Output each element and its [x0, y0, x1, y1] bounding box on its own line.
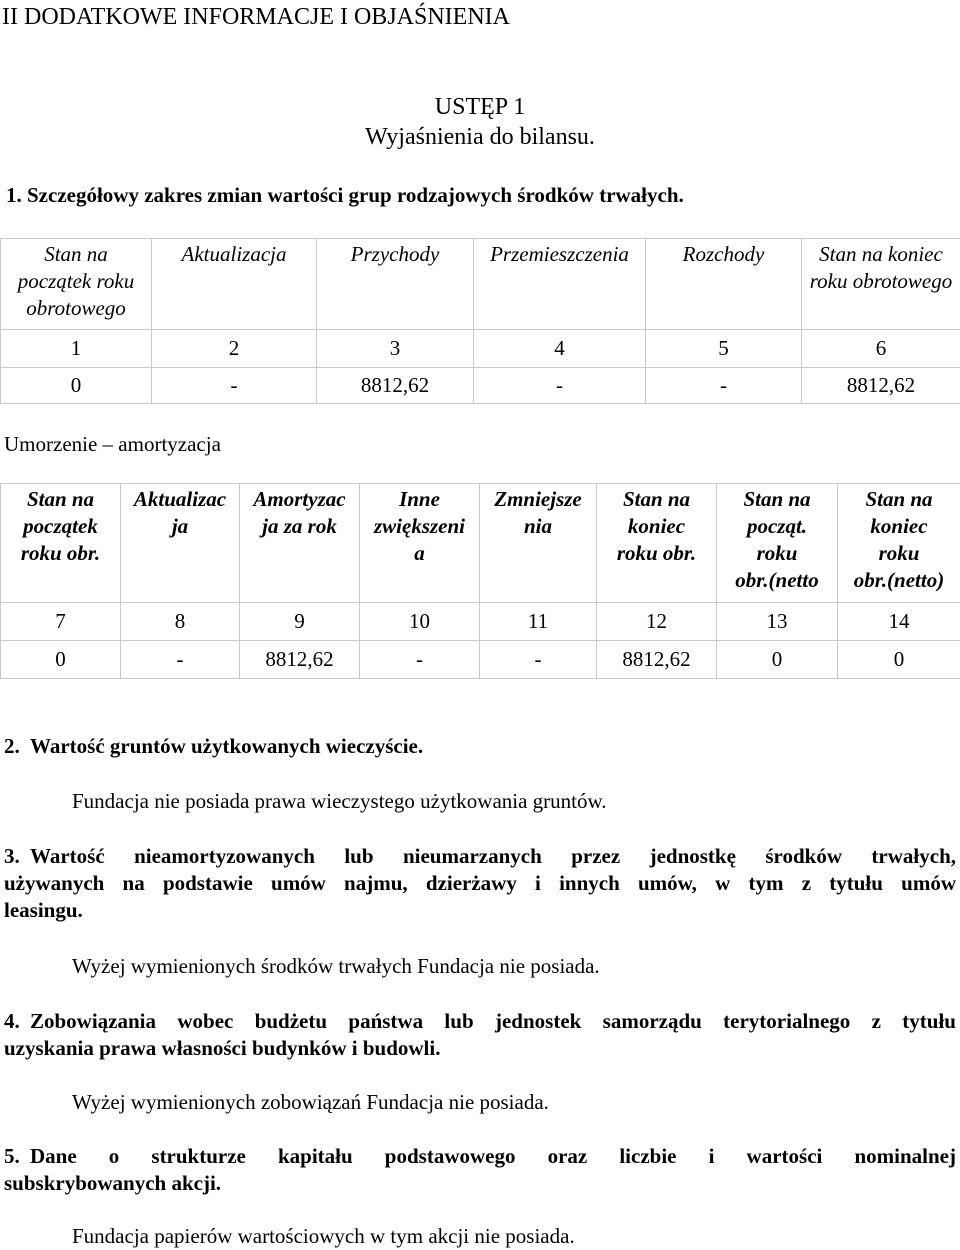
header-cell: [838, 484, 960, 603]
header-cell: [717, 484, 838, 603]
table-header-row: [1, 484, 960, 603]
header-cell: Rozchody: [646, 239, 802, 330]
table-row: [1, 603, 960, 641]
section-heading: USTĘP 1: [434, 94, 526, 120]
item-3-text: Wyżej wymienionych środków trwałych Fundacja nie posiada.: [72, 954, 600, 978]
item-title-line: subskrybowanych akcji.: [4, 1171, 222, 1195]
item-title-line: używanych na podstawie umów najmu, dzierżawy i innych umów, w tym z tytułu umów: [4, 871, 956, 895]
header-line: Stan na: [622, 487, 691, 511]
item-4-text: Wyżej wymienionych zobowiązań Fundacja nie posiada.: [72, 1090, 549, 1114]
header-cell: [121, 484, 240, 603]
header-cell: [240, 484, 360, 603]
table-cell: 8812,62: [240, 641, 360, 679]
section-subheading: Wyjaśnienia do bilansu.: [365, 124, 595, 150]
table-cell: 0: [1, 368, 152, 404]
table-cell: -: [646, 368, 802, 404]
table-cell: 8812,62: [597, 641, 717, 679]
item-title-line: leasingu.: [4, 898, 83, 922]
header-line: ja: [171, 514, 189, 538]
header-line: początek: [23, 514, 98, 538]
header-cell: Stan na koniec roku obrotowego: [802, 239, 960, 330]
table-cell: 1: [1, 330, 152, 368]
header-line: Stan na: [865, 487, 933, 511]
header-line: obr.(netto: [735, 568, 819, 592]
table-cell: 4: [474, 330, 646, 368]
item-title-line: [4, 1143, 956, 1170]
table-cell: 6: [802, 330, 960, 368]
header-line: koniec: [627, 514, 686, 538]
table-cell: 8812,62: [317, 368, 474, 404]
header-line: obr.(netto): [853, 568, 945, 592]
item-title-line: uzyskania prawa własności budynków i budowli.: [4, 1036, 441, 1060]
chapter-heading: II DODATKOWE INFORMACJE I OBJAŚNIENIA: [2, 4, 510, 30]
table-cell: -: [152, 368, 317, 404]
item-1-title: 1. Szczegółowy zakres zmian wartości grup rodzajowych środków trwałych.: [6, 183, 684, 207]
table-cell: 10: [360, 603, 480, 641]
table-cell: 8812,62: [802, 368, 960, 404]
header-cell: [480, 484, 597, 603]
table-cell: 0: [717, 641, 838, 679]
table-cell: -: [480, 641, 597, 679]
table-cell: 0: [838, 641, 960, 679]
header-line: Stan na: [26, 487, 95, 511]
item-3-title: [4, 843, 956, 924]
header-line: Zmniejsze: [494, 487, 582, 511]
header-line: roku: [878, 541, 920, 565]
header-cell: Przemieszczenia: [474, 239, 646, 330]
table-cell: 13: [717, 603, 838, 641]
table-row: [1, 368, 960, 404]
item-title-line: [4, 843, 956, 870]
header-line: nia: [523, 514, 552, 538]
item-number: 5.: [4, 1144, 20, 1168]
table-cell: -: [360, 641, 480, 679]
header-cell: [597, 484, 717, 603]
header-line: zwiększeni: [373, 514, 465, 538]
header-line: Inne: [399, 487, 440, 511]
item-4-title: [4, 1008, 956, 1062]
depreciation-table: [0, 483, 960, 679]
header-line: Aktualizac: [133, 487, 227, 511]
item-title-line: [4, 1008, 956, 1035]
item-number: 3.: [4, 844, 20, 868]
header-line: ja za rok: [262, 514, 337, 538]
header-cell: [360, 484, 480, 603]
header-line: koniec: [870, 514, 928, 538]
header-line: począt.: [746, 514, 808, 538]
table-cell: 8: [121, 603, 240, 641]
table-cell: 2: [152, 330, 317, 368]
header-line: roku obr.: [20, 541, 101, 565]
header-cell: Przychody: [317, 239, 474, 330]
table-header-row: [1, 239, 960, 330]
table-cell: 9: [240, 603, 360, 641]
header-line: a: [414, 541, 425, 565]
table-cell: 7: [1, 603, 121, 641]
item-5-title: [4, 1143, 956, 1197]
item-2-title: [4, 733, 956, 760]
table-row: [1, 330, 960, 368]
header-line: roku: [756, 541, 798, 565]
fixed-assets-table: [0, 238, 960, 404]
table-cell: 12: [597, 603, 717, 641]
header-cell: Aktualizacja: [152, 239, 317, 330]
table-cell: -: [121, 641, 240, 679]
item-title-text: Zobowiązania wobec budżetu państwa lub jednostek samorządu terytorialnego z tytułu: [30, 1009, 956, 1033]
header-cell: [1, 484, 121, 603]
table-cell: 14: [838, 603, 960, 641]
header-line: roku obr.: [616, 541, 697, 565]
table-row: [1, 641, 960, 679]
header-cell: Stan na początek roku obrotowego: [1, 239, 152, 330]
item-5-text: Fundacja papierów wartościowych w tym akcji nie posiada.: [72, 1224, 575, 1248]
table-cell: -: [474, 368, 646, 404]
table-cell: 3: [317, 330, 474, 368]
table-cell: 0: [1, 641, 121, 679]
depreciation-label: Umorzenie – amortyzacja: [4, 432, 221, 456]
table-cell: 5: [646, 330, 802, 368]
item-number: 2.: [4, 734, 20, 758]
header-line: Amortyzac: [253, 487, 346, 511]
item-title-text: Dane o strukturze kapitału podstawowego oraz liczbie i wartości nominalnej: [30, 1144, 956, 1168]
item-title-text: Wartość nieamortyzowanych lub nieumarzanych przez jednostkę środków trwałych,: [30, 844, 956, 868]
table-cell: 11: [480, 603, 597, 641]
item-number: 4.: [4, 1009, 20, 1033]
header-line: Stan na: [743, 487, 811, 511]
item-2-text: Fundacja nie posiada prawa wieczystego użytkowania gruntów.: [72, 789, 607, 813]
item-title-text: Wartość gruntów użytkowanych wieczyście.: [30, 734, 424, 758]
